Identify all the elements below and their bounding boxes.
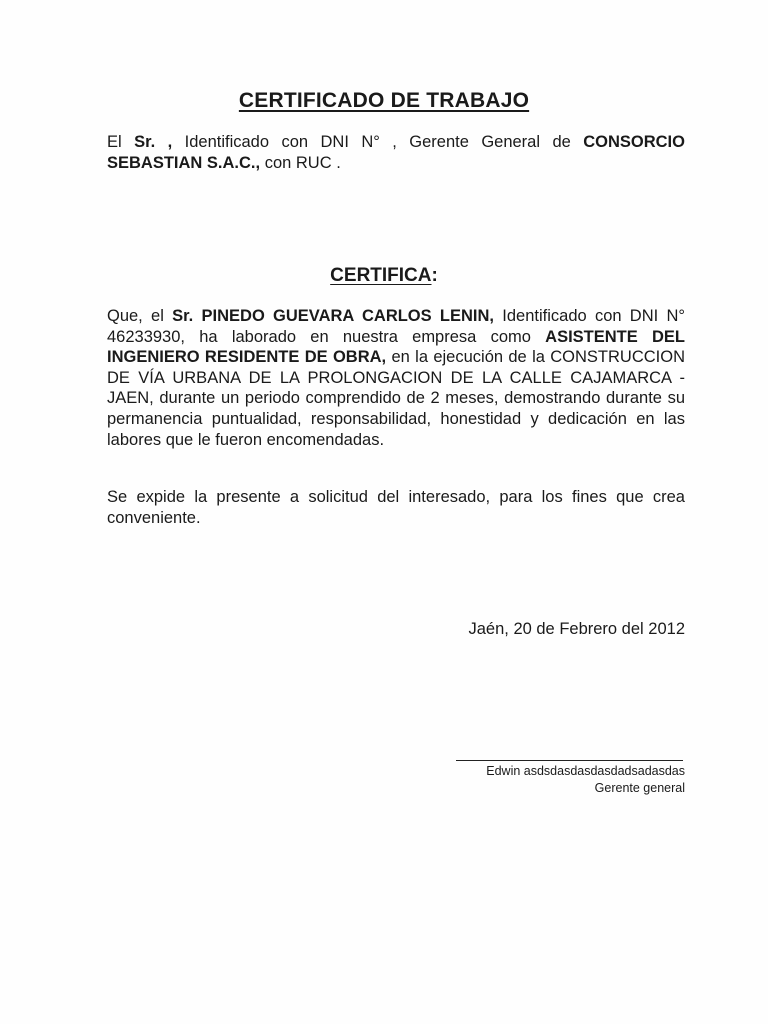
body-text-2: Identificado con DNI N° 46233930, ha laborado en nuestra empresa como [107, 307, 686, 346]
intro-text-3: con RUC . [260, 153, 341, 172]
closing-paragraph: Se expide la presente a solicitud del interesado, para los fines que crea conveniente. [107, 488, 685, 527]
intro-text-2: Identificado con DNI N° , Gerente General de [172, 133, 584, 151]
certifica-word: CERTIFICA [330, 265, 432, 286]
intro-bold-company: CONSORCIO SEBASTIAN S.A.C., [107, 133, 685, 172]
certifica-heading [0, 265, 768, 287]
body-bold-employee: Sr. PINEDO GUEVARA CARLOS LENIN, [172, 307, 495, 325]
signature-line [456, 760, 683, 761]
body-paragraph [107, 306, 685, 450]
body-text-3: en la ejecución de la CONSTRUCCION DE VÍA URBANA DE LA PROLONGACION DE LA CALLE CAJAMARCA - JAEN, durante un periodo comprendido de 2 meses, demostrando durante su permanencia puntualidad, responsabilidad, honestidad y dedicación en las labores que le fueron encomendadas. [107, 348, 685, 449]
certifica-colon: : [431, 265, 438, 286]
signatory-role: Gerente general [594, 781, 685, 795]
intro-bold-sr: Sr. , [134, 133, 173, 151]
intro-text-1: El [107, 133, 135, 151]
intro-paragraph [107, 132, 685, 173]
body-text-1: Que, el [107, 307, 173, 325]
body-bold-position: ASISTENTE DEL INGENIERO RESIDENTE DE OBRA, [107, 327, 685, 367]
document-title: CERTIFICADO DE TRABAJO [238, 89, 530, 112]
signatory-name: Edwin asdsdasdasdasdadsadasdas [486, 764, 685, 778]
issue-date: Jaén, 20 de Febrero del 2012 [468, 620, 685, 638]
